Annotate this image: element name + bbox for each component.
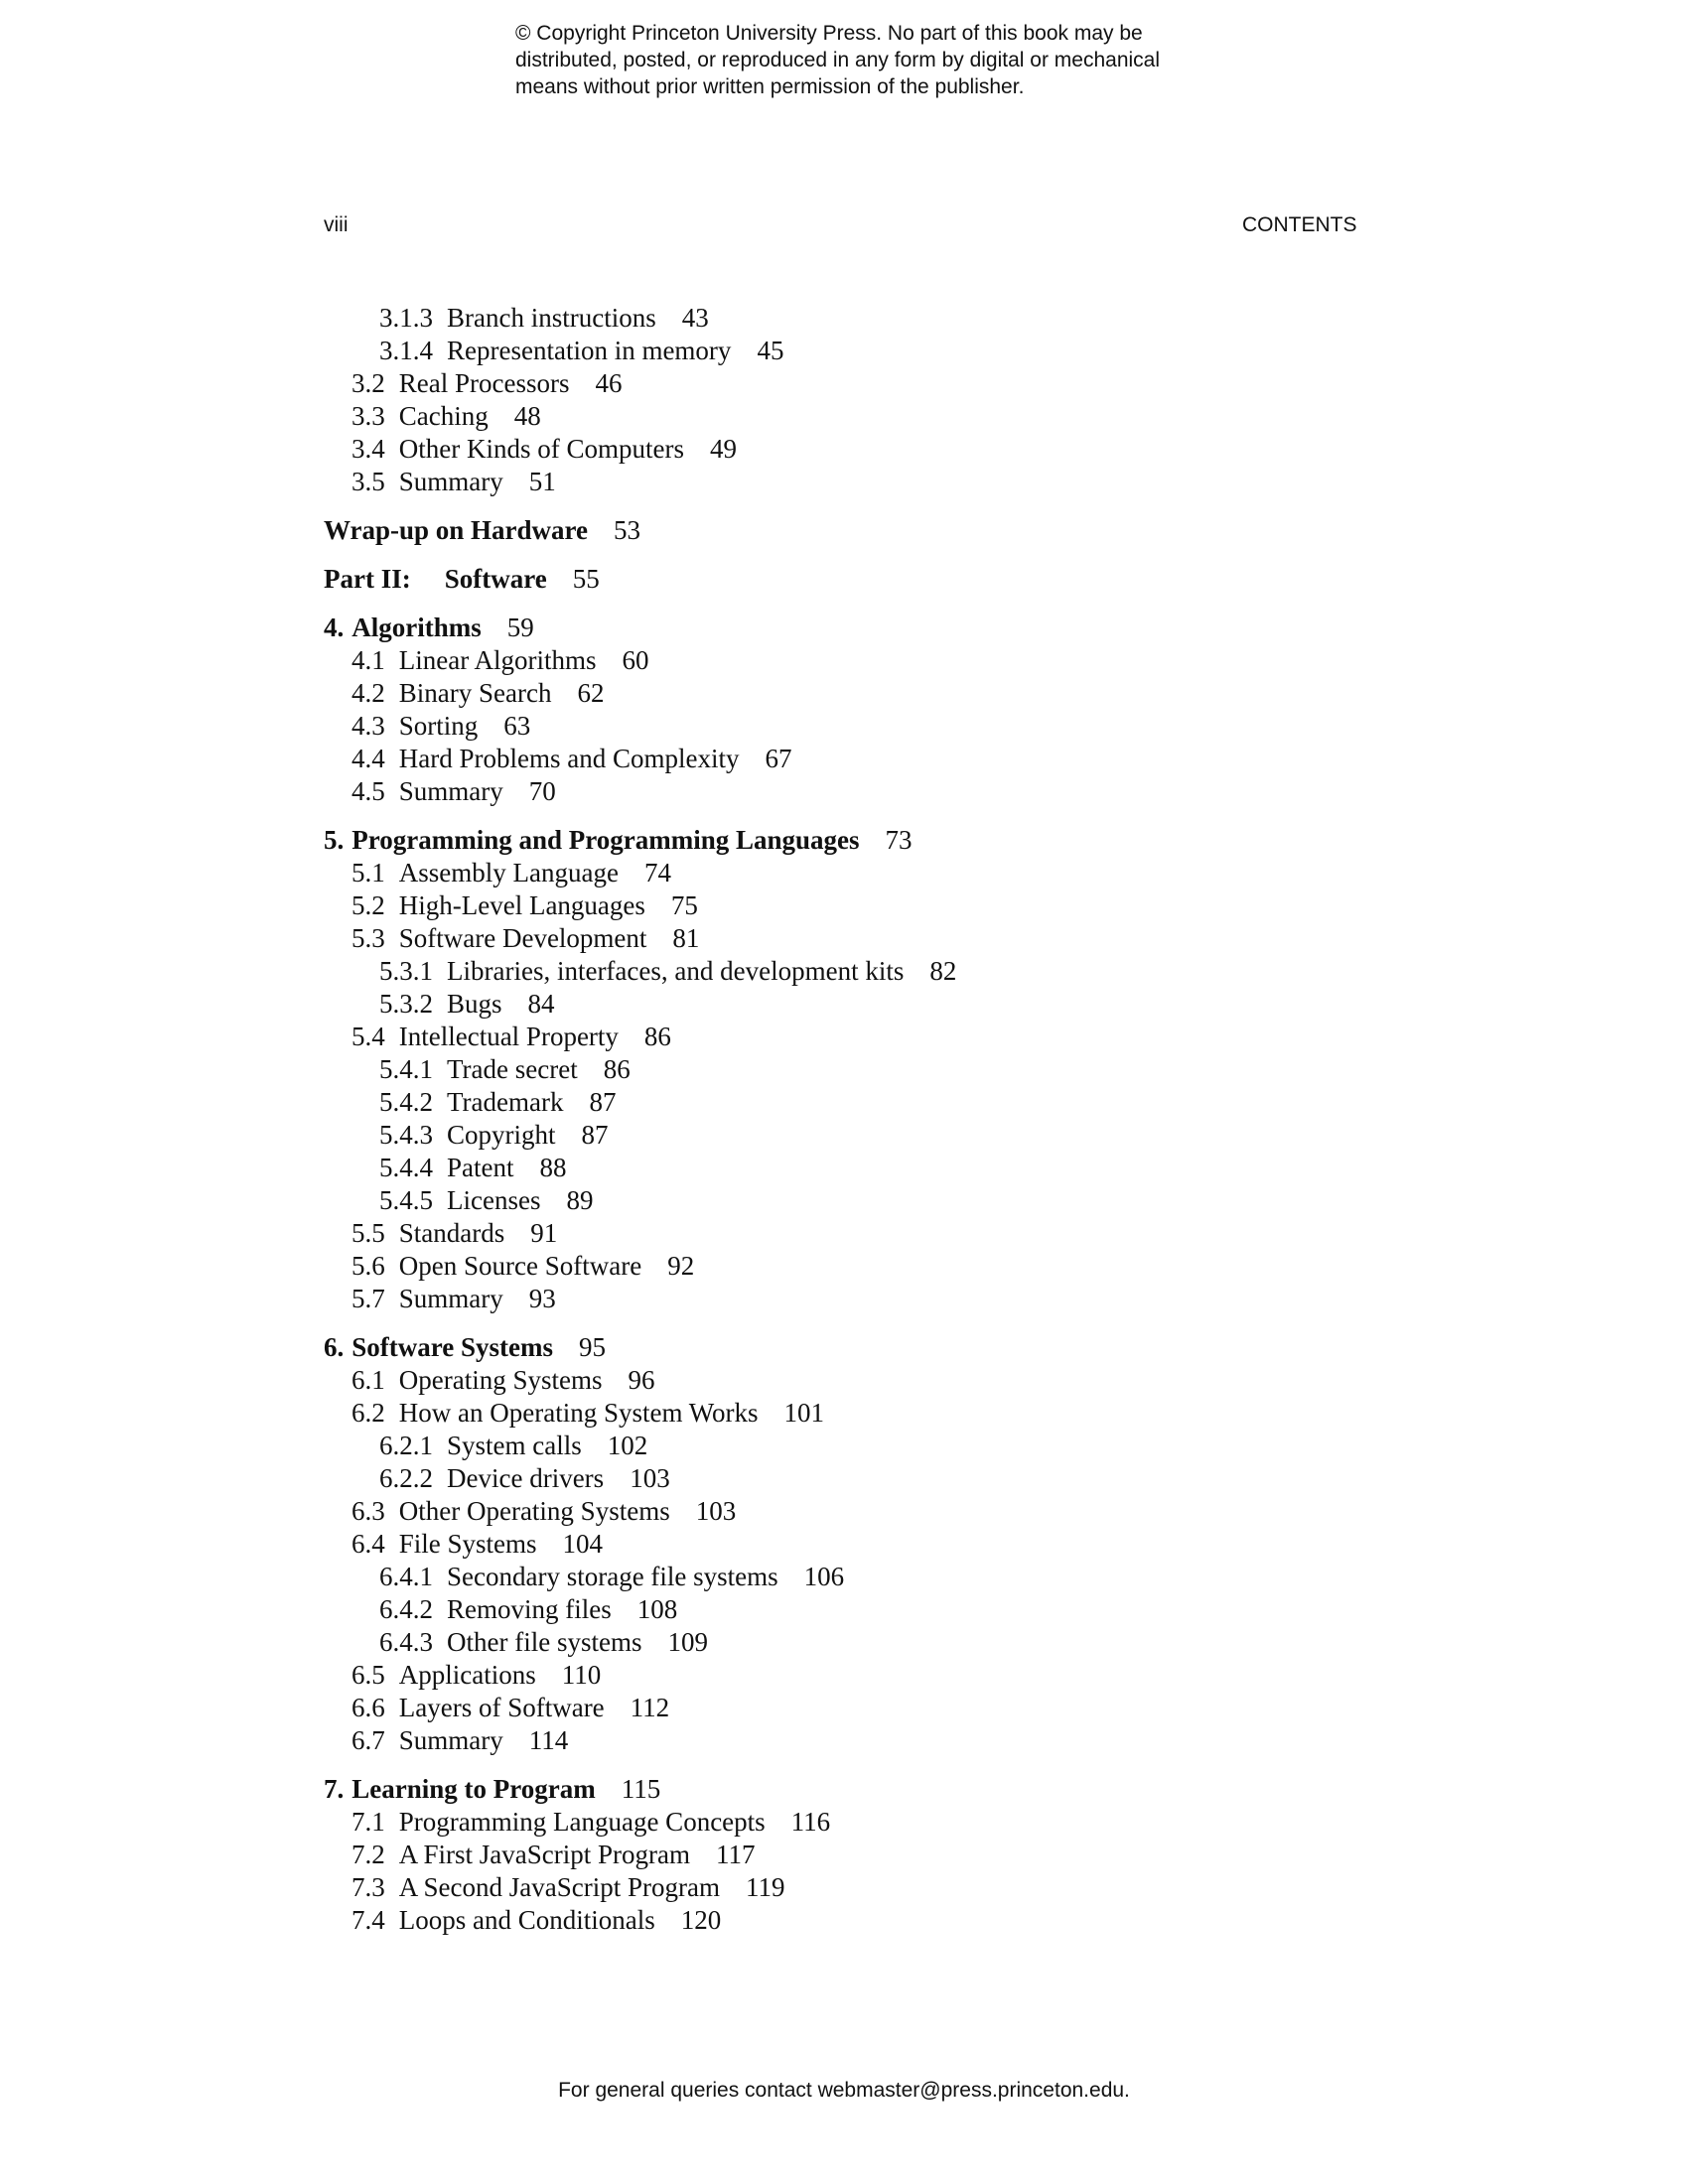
toc-entry: [379, 1118, 609, 1152]
toc-entry: [379, 1183, 593, 1217]
toc-entry-page: 95: [578, 1332, 606, 1362]
toc-entry: [324, 562, 600, 596]
toc-entry-page: 84: [527, 989, 555, 1019]
toc-entry-page: 112: [630, 1693, 670, 1722]
toc-entry: [379, 334, 783, 367]
toc-entry-title: Linear Algorithms: [398, 645, 597, 675]
toc-entry-title: Open Source Software: [398, 1251, 642, 1281]
toc-entry: [352, 1691, 669, 1724]
toc-entry-number: 6.: [324, 1332, 345, 1362]
toc-entry-page: 114: [528, 1725, 569, 1755]
toc-entry: [352, 709, 530, 743]
toc-entry-page: 104: [562, 1529, 604, 1559]
toc-entry: [352, 1723, 568, 1757]
toc-entry-number: 7.4: [352, 1905, 385, 1935]
toc-entry-page: 102: [607, 1431, 648, 1460]
toc-entry-title: Branch instructions: [447, 303, 656, 333]
toc-entry: [379, 1052, 631, 1086]
toc-entry-page: 120: [680, 1905, 722, 1935]
toc-entry: [379, 1429, 647, 1462]
toc-entry-title: Software Systems: [352, 1332, 553, 1362]
toc-entry: [352, 1216, 557, 1250]
toc-entry-title: Caching: [398, 401, 489, 431]
toc-entry-title: Assembly Language: [398, 858, 619, 887]
toc-entry-title: Summary: [398, 1725, 503, 1755]
toc-entry-title: Other Operating Systems: [398, 1496, 670, 1526]
toc-entry-page: 119: [745, 1872, 785, 1902]
toc-entry: [352, 399, 541, 433]
toc-entry-title: Programming and Programming Languages: [352, 825, 860, 855]
toc-entry-page: 92: [667, 1251, 695, 1281]
toc-entry-page: 59: [506, 613, 534, 642]
toc-entry-title: Trade secret: [447, 1054, 578, 1084]
toc-entry-title: Binary Search: [398, 678, 552, 708]
toc-entry-title: High-Level Languages: [398, 890, 645, 920]
toc-entry-number: 5.3: [352, 923, 385, 953]
toc-entry-number: Part II:: [324, 564, 411, 594]
toc-entry-page: 109: [667, 1627, 708, 1657]
toc-entry-number: 5.4: [352, 1022, 385, 1051]
toc-entry-number: 4.1: [352, 645, 385, 675]
toc-entry-number: 6.5: [352, 1660, 385, 1690]
toc-entry: [352, 1527, 603, 1561]
toc-entry-number: 5.4.5: [379, 1185, 433, 1215]
toc-entry-title: Learning to Program: [352, 1774, 596, 1804]
toc-entry-title: Removing files: [447, 1594, 612, 1624]
toc-entry-number: 6.6: [352, 1693, 385, 1722]
toc-entry-page: 106: [803, 1562, 845, 1591]
toc-entry-title: Device drivers: [447, 1463, 605, 1493]
toc-entry-page: 86: [603, 1054, 631, 1084]
toc-entry-title: Trademark: [447, 1087, 564, 1117]
toc-entry-title: Other file systems: [447, 1627, 642, 1657]
toc-entry: [352, 856, 671, 889]
toc-entry-number: 6.2: [352, 1398, 385, 1428]
toc-entry-title: Loops and Conditionals: [398, 1905, 655, 1935]
toc-entry-page: 49: [709, 434, 737, 464]
toc-entry-page: 60: [622, 645, 649, 675]
toc-entry-page: 91: [530, 1218, 558, 1248]
toc-entry-number: 6.3: [352, 1496, 385, 1526]
toc-entry-page: 116: [790, 1807, 831, 1837]
toc-entry: [379, 1085, 616, 1119]
toc-entry: [352, 1363, 654, 1397]
toc-entry: [352, 1020, 671, 1053]
toc-entry-number: 7.3: [352, 1872, 385, 1902]
toc-entry-page: 62: [577, 678, 605, 708]
toc-entry-page: 117: [715, 1840, 756, 1869]
toc-entry-number: 3.2: [352, 368, 385, 398]
copyright-line: © Copyright Princeton University Press. No part of this book may be: [515, 22, 1143, 45]
toc-entry-number: 5.4.4: [379, 1153, 433, 1182]
toc-entry-page: 88: [539, 1153, 567, 1182]
toc-entry-title: Secondary storage file systems: [447, 1562, 778, 1591]
toc-entry: [352, 1494, 736, 1528]
copyright-notice: [515, 20, 1270, 100]
toc-entry-number: 4.: [324, 613, 345, 642]
toc-entry-page: 70: [528, 776, 556, 806]
toc-entry-number: 4.5: [352, 776, 385, 806]
toc-entry-page: 81: [672, 923, 700, 953]
toc-entry-title: A First JavaScript Program: [398, 1840, 690, 1869]
toc-entry-number: 5.3.1: [379, 956, 433, 986]
toc-entry-title: Software Development: [398, 923, 647, 953]
toc-entry-number: 6.7: [352, 1725, 385, 1755]
toc-entry-number: 4.2: [352, 678, 385, 708]
toc-entry: [352, 1249, 694, 1283]
toc-entry-page: 110: [561, 1660, 602, 1690]
toc-entry: [324, 1330, 606, 1364]
toc-entry-number: 5.2: [352, 890, 385, 920]
toc-entry: [352, 1658, 601, 1692]
toc-entry-number: 3.5: [352, 467, 385, 496]
toc-entry-title: File Systems: [398, 1529, 537, 1559]
toc-entry-title: Libraries, interfaces, and development kits: [447, 956, 905, 986]
toc-entry-number: 6.2.1: [379, 1431, 433, 1460]
toc-entry: [352, 465, 556, 498]
toc-entry-page: 82: [929, 956, 957, 986]
toc-entry-page: 75: [670, 890, 698, 920]
toc-entry-page: 86: [643, 1022, 671, 1051]
toc-entry-title: Operating Systems: [398, 1365, 603, 1395]
toc-entry-number: 5.3.2: [379, 989, 433, 1019]
toc-entry: [352, 643, 648, 677]
toc-entry: [352, 676, 604, 710]
toc-entry: [379, 301, 709, 335]
toc-entry-title: Software: [444, 564, 547, 594]
toc-entry-title: Copyright: [447, 1120, 556, 1150]
toc-entry-number: 5.1: [352, 858, 385, 887]
toc-entry-title: Summary: [398, 1284, 503, 1313]
toc-entry-page: 48: [513, 401, 541, 431]
toc-entry-number: 3.1.3: [379, 303, 433, 333]
toc-entry-number: 7.1: [352, 1807, 385, 1837]
toc-entry-number: 6.4: [352, 1529, 385, 1559]
toc-entry: [352, 1838, 755, 1871]
toc-entry-title: System calls: [447, 1431, 582, 1460]
toc-entry: [324, 513, 640, 547]
toc-entry: [352, 432, 737, 466]
toc-entry: [379, 1461, 670, 1495]
toc-entry-page: 87: [581, 1120, 609, 1150]
toc-entry-number: 3.1.4: [379, 336, 433, 365]
copyright-line: distributed, posted, or reproduced in any form by digital or mechanical: [515, 49, 1161, 71]
toc-entry: [379, 1151, 567, 1184]
toc-entry: [352, 888, 698, 922]
toc-entry: [352, 1903, 721, 1937]
toc-entry-page: 115: [621, 1774, 661, 1804]
toc-entry-number: 5.: [324, 825, 345, 855]
toc-entry-page: 74: [643, 858, 671, 887]
toc-entry-number: 4.3: [352, 711, 385, 741]
toc-entry-title: A Second JavaScript Program: [398, 1872, 720, 1902]
toc-entry-number: 6.4.1: [379, 1562, 433, 1591]
toc-entry-page: 55: [572, 564, 600, 594]
toc-entry-number: 7.: [324, 1774, 345, 1804]
toc-entry-title: Real Processors: [398, 368, 570, 398]
toc-entry-number: 5.4.3: [379, 1120, 433, 1150]
toc-entry: [379, 987, 555, 1021]
toc-entry-title: Representation in memory: [447, 336, 732, 365]
toc-entry-page: 103: [630, 1463, 670, 1493]
toc-entry-page: 73: [885, 825, 913, 855]
toc-entry: [352, 921, 699, 955]
toc-entry-page: 108: [636, 1594, 678, 1624]
toc-entry-title: Summary: [398, 776, 503, 806]
running-head-title: CONTENTS: [1242, 213, 1357, 236]
toc-entry-number: 3.4: [352, 434, 385, 464]
toc-entry-title: Intellectual Property: [398, 1022, 619, 1051]
toc-entry-title: Licenses: [447, 1185, 541, 1215]
toc-entry: [352, 1805, 830, 1839]
toc-entry-number: 6.4.3: [379, 1627, 433, 1657]
toc-entry: [379, 1560, 844, 1593]
copyright-line: means without prior written permission of the publisher.: [515, 75, 1025, 98]
toc-entry-page: 45: [757, 336, 784, 365]
toc-entry: [352, 1396, 824, 1430]
toc-entry-title: Sorting: [398, 711, 479, 741]
toc-entry-number: 5.4.2: [379, 1087, 433, 1117]
toc-entry-page: 51: [528, 467, 556, 496]
toc-entry-page: 43: [681, 303, 709, 333]
toc-entry-page: 96: [628, 1365, 655, 1395]
toc-entry-page: 101: [783, 1398, 825, 1428]
toc-entry-number: 6.2.2: [379, 1463, 433, 1493]
toc-entry-page: 67: [765, 744, 792, 773]
toc-entry-title: Other Kinds of Computers: [398, 434, 684, 464]
toc-entry: [352, 1870, 784, 1904]
toc-entry-number: 5.7: [352, 1284, 385, 1313]
toc-entry: [324, 611, 534, 644]
toc-entry-number: 4.4: [352, 744, 385, 773]
toc-entry-page: 89: [566, 1185, 594, 1215]
toc-entry-number: 6.1: [352, 1365, 385, 1395]
toc-entry: [379, 954, 956, 988]
toc-entry-title: Algorithms: [352, 613, 482, 642]
toc-entry-title: Applications: [398, 1660, 536, 1690]
toc-entry-number: 5.6: [352, 1251, 385, 1281]
toc-entry-title: How an Operating System Works: [398, 1398, 759, 1428]
toc-entry-page: 63: [503, 711, 531, 741]
toc-entry-title: Bugs: [447, 989, 502, 1019]
toc-entry: [352, 366, 622, 400]
toc-entry: [352, 742, 791, 775]
toc-entry: [379, 1592, 677, 1626]
toc-entry-number: 3.3: [352, 401, 385, 431]
toc-entry-page: 93: [528, 1284, 556, 1313]
toc-entry-number: 6.4.2: [379, 1594, 433, 1624]
toc-entry: [352, 774, 556, 808]
toc-entry: [324, 1772, 660, 1806]
toc-entry-page: 87: [589, 1087, 617, 1117]
toc-entry-title: Standards: [398, 1218, 505, 1248]
toc-entry: [324, 823, 913, 857]
toc-entry-title: Patent: [447, 1153, 514, 1182]
toc-entry-title: Hard Problems and Complexity: [398, 744, 740, 773]
page-number: viii: [324, 213, 349, 236]
toc-entry-title: Summary: [398, 467, 503, 496]
toc-entry-title: Programming Language Concepts: [398, 1807, 766, 1837]
toc-entry-number: 5.4.1: [379, 1054, 433, 1084]
toc-entry-title: Wrap-up on Hardware: [324, 515, 589, 545]
toc-entry-number: 7.2: [352, 1840, 385, 1869]
toc-entry-title: Layers of Software: [398, 1693, 605, 1722]
toc-entry: [379, 1625, 708, 1659]
toc-entry-number: 5.5: [352, 1218, 385, 1248]
footer-contact: For general queries contact webmaster@press.princeton.edu.: [558, 2079, 1130, 2102]
toc-entry-page: 103: [695, 1496, 737, 1526]
toc-entry-page: 53: [614, 515, 641, 545]
toc-entry-page: 46: [595, 368, 623, 398]
toc-entry: [352, 1282, 556, 1315]
